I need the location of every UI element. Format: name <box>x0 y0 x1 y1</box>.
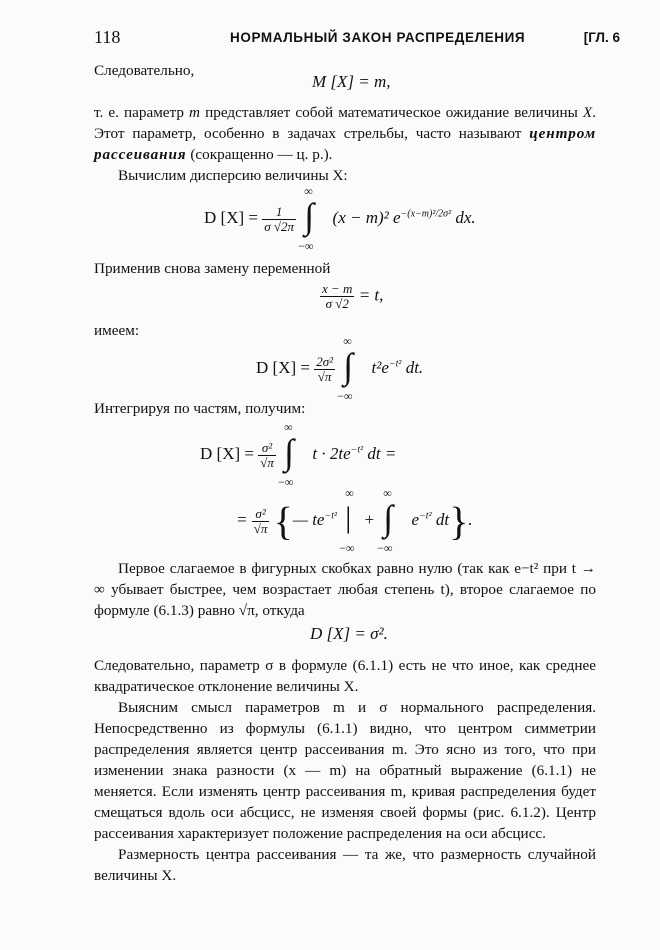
equation-variance-t: D [X] = $\frac{\text{2σ²}}{√\pi}$ ∞ ∫ −∞ $t^2e^{-t^2}$ dt. <box>256 334 424 403</box>
equation-by-parts-1: D [X] = $\frac{\text{σ²}}{√\pi}$ ∞ ∫ −∞ $t \cdot 2te^{-t^2}$ dt = <box>200 420 397 489</box>
paragraph-parameters-meaning: Выясним смысл параметров m и σ нормального распределения. Непосредственно из формулы (6.1.1) видно, что центром симметрии распределения является центр рассеивания m. Это ясно из того, что при изменении знака разности (x — m) на обратный выражение (6.1.1) не меняется. Если изменять центр рассеивания m, кривая распределения будет смещаться вдоль оси абсцисс, не изменяя своей формы (рис. 6.1.2). Центр рассеивания характеризует положение распределения на оси абсцисс. <box>94 699 596 842</box>
paragraph-we-have: имеем: <box>94 322 140 339</box>
chapter-label: [ГЛ. 6 <box>583 30 620 45</box>
paragraph-sigma-meaning: Следовательно, параметр σ в формуле (6.1.1) есть не что иное, как среднее квадратическое отклонение величины X. <box>94 657 596 695</box>
paragraph-dimension: Размерность центра рассеивания — та же, что размерность случайной величины X. <box>94 846 596 884</box>
paragraph-variance-intro: Вычислим дисперсию величины X: <box>118 167 348 184</box>
paragraph-lead: Следовательно, <box>94 62 195 79</box>
term-center: центром рассеивания <box>94 125 596 163</box>
paragraph-center-definition: т. е. параметр m представляет собой математическое ожидание величины X. Этот параметр, особенно в задачах стрельбы, часто называют центром рассеивания (сокращенно — ц. р.). <box>94 104 596 163</box>
running-header <box>94 27 620 49</box>
page-number: 118 <box>94 27 121 47</box>
equation-substitution: $\frac{x - m}{\sigma √2}$ = t, <box>322 281 384 311</box>
running-title: НОРМАЛЬНЫЙ ЗАКОН РАСПРЕДЕЛЕНИЯ <box>230 30 526 45</box>
equation-variance-integral: D [X] = $\frac{1}{\sigma √2\pi}$ ∞ ∫ −∞ (x − m)² $e^{-(x-m)^2/2\sigma^2}$ dx. <box>204 184 476 253</box>
paragraph-by-parts: Интегрируя по частям, получим: <box>94 400 306 417</box>
paragraph-substitution: Применив снова замену переменной <box>94 260 331 277</box>
equation-expectation: M [X] = m, <box>312 72 391 91</box>
equation-variance-result: D [X] = σ². <box>310 624 388 643</box>
paragraph-first-term-zero: Первое слагаемое в фигурных скобках равно нулю (так как e−t² при t → ∞ убывает быстрее, чем возрастает любая степень t), второе слагаемое по формуле (6.1.3) равно √π, откуда <box>94 560 596 619</box>
equation-by-parts-2: = $\frac{\text{σ²}}{√\pi}$ {— $te^{-t^2}$ ∞ | −∞ + ∞ ∫ −∞ $e^{-t^2}$ dt}. <box>236 486 473 555</box>
